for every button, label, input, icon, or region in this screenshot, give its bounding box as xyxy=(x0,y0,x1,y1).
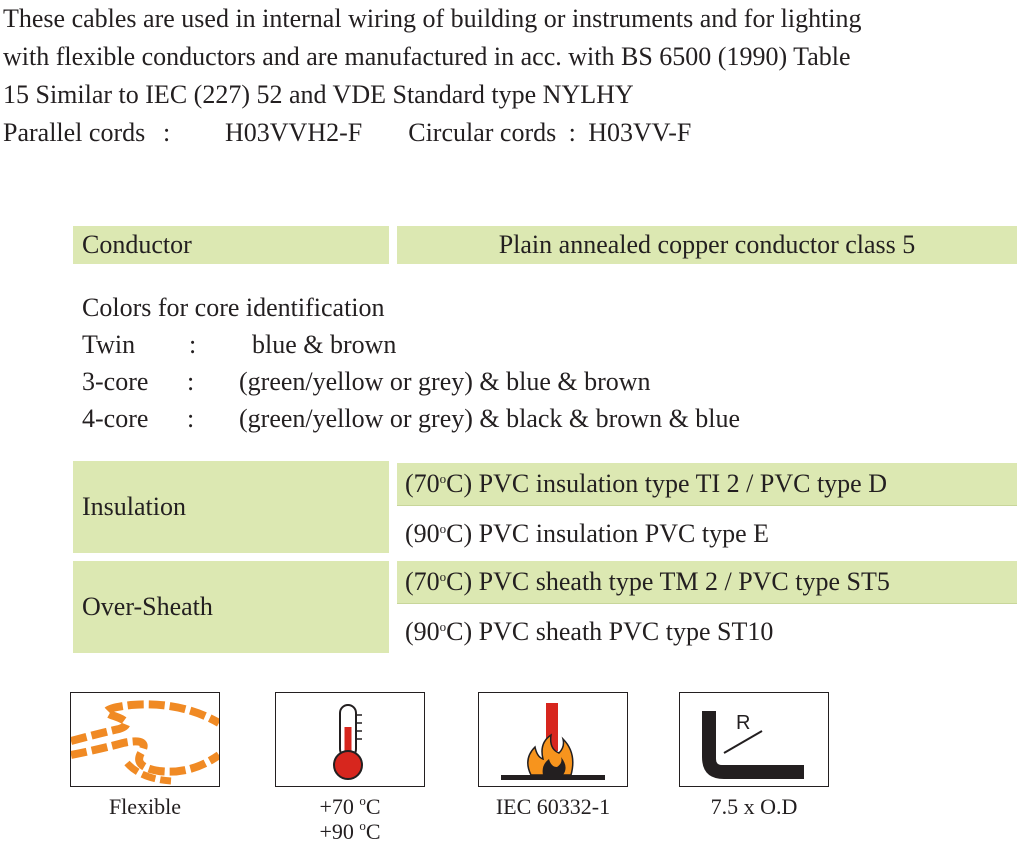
conductor-label: Conductor xyxy=(73,226,389,264)
flexible-caption: Flexible xyxy=(108,794,182,819)
parallel-cords-separator: : xyxy=(163,118,171,147)
temperature-unit: C xyxy=(365,794,381,819)
degree-mark: o xyxy=(439,619,447,634)
core-colors-value: blue & brown xyxy=(252,330,397,359)
parallel-cords-label: Parallel cords xyxy=(3,118,146,147)
insulation-90c-row xyxy=(405,514,769,554)
insulation-90c-spec: C) PVC insulation PVC type E xyxy=(446,519,770,548)
degree-mark: o xyxy=(359,793,366,808)
oversheath-90c-row xyxy=(405,612,773,652)
core-name: Twin xyxy=(82,330,136,359)
degree-mark: o xyxy=(439,471,447,486)
core-separator: : xyxy=(189,330,197,359)
oversheath-70c-row xyxy=(397,561,1017,603)
divider xyxy=(397,505,1017,506)
intro-line-3: 15 Similar to IEC (227) 52 and VDE Standard type NYLHY xyxy=(3,80,634,109)
core-name: 3-core xyxy=(82,367,149,396)
core-colors-heading: Colors for core identification xyxy=(82,293,385,322)
core-color-row xyxy=(82,400,740,437)
conductor-value: Plain annealed copper conductor class 5 xyxy=(397,226,1017,264)
insulation-label: Insulation xyxy=(73,461,389,553)
intro-line-1: These cables are used in internal wiring of building or instruments and for lighting xyxy=(3,4,862,33)
insulation-90c-temp: (90 xyxy=(405,519,440,548)
flexible-cable-icon xyxy=(70,692,220,787)
flame-test-icon xyxy=(478,692,628,787)
thermometer-icon xyxy=(275,692,425,787)
degree-mark: o xyxy=(439,521,447,536)
core-color-row xyxy=(82,363,740,400)
parallel-cords-value: H03VVH2-F xyxy=(225,118,363,147)
degree-mark: o xyxy=(359,818,366,833)
oversheath-90c-spec: C) PVC sheath PVC type ST10 xyxy=(446,617,774,646)
core-name: 4-core xyxy=(82,404,149,433)
degree-mark: o xyxy=(439,569,447,584)
core-colors-value: (green/yellow or grey) & blue & brown xyxy=(239,367,651,396)
circular-cords-separator: : xyxy=(568,118,576,147)
intro-line-2: with flexible conductors and are manufactured in acc. with BS 6500 (1990) Table xyxy=(3,42,851,71)
temperature-caption-70 xyxy=(275,794,425,819)
temperature-value: +70 xyxy=(319,794,360,819)
intro-text xyxy=(3,0,862,152)
radius-label: R xyxy=(736,712,751,734)
circular-cords-label: Circular cords xyxy=(408,118,557,147)
oversheath-70c-spec: C) PVC sheath type TM 2 / PVC type ST5 xyxy=(446,567,890,596)
flame-test-caption: IEC 60332-1 xyxy=(495,794,611,819)
core-separator: : xyxy=(187,367,195,396)
temperature-unit: C xyxy=(365,819,381,844)
temperature-caption-90 xyxy=(275,819,425,844)
insulation-70c-temp: (70 xyxy=(405,469,440,498)
bending-radius-caption: 7.5 x O.D xyxy=(710,794,798,819)
insulation-70c-spec: C) PVC insulation type TI 2 / PVC type D xyxy=(446,469,887,498)
temperature-value: +90 xyxy=(319,819,360,844)
oversheath-90c-temp: (90 xyxy=(405,617,440,646)
core-colors-value: (green/yellow or grey) & black & brown & blue xyxy=(239,404,741,433)
oversheath-label: Over-Sheath xyxy=(73,561,389,653)
core-separator: : xyxy=(187,404,195,433)
oversheath-70c-temp: (70 xyxy=(405,567,440,596)
core-colors xyxy=(82,289,740,437)
circular-cords-value: H03VV-F xyxy=(588,118,692,147)
divider xyxy=(397,603,1017,604)
insulation-70c-row xyxy=(397,463,1017,505)
bending-radius-icon xyxy=(679,692,829,787)
cord-types xyxy=(3,114,862,152)
core-color-row xyxy=(82,326,740,363)
